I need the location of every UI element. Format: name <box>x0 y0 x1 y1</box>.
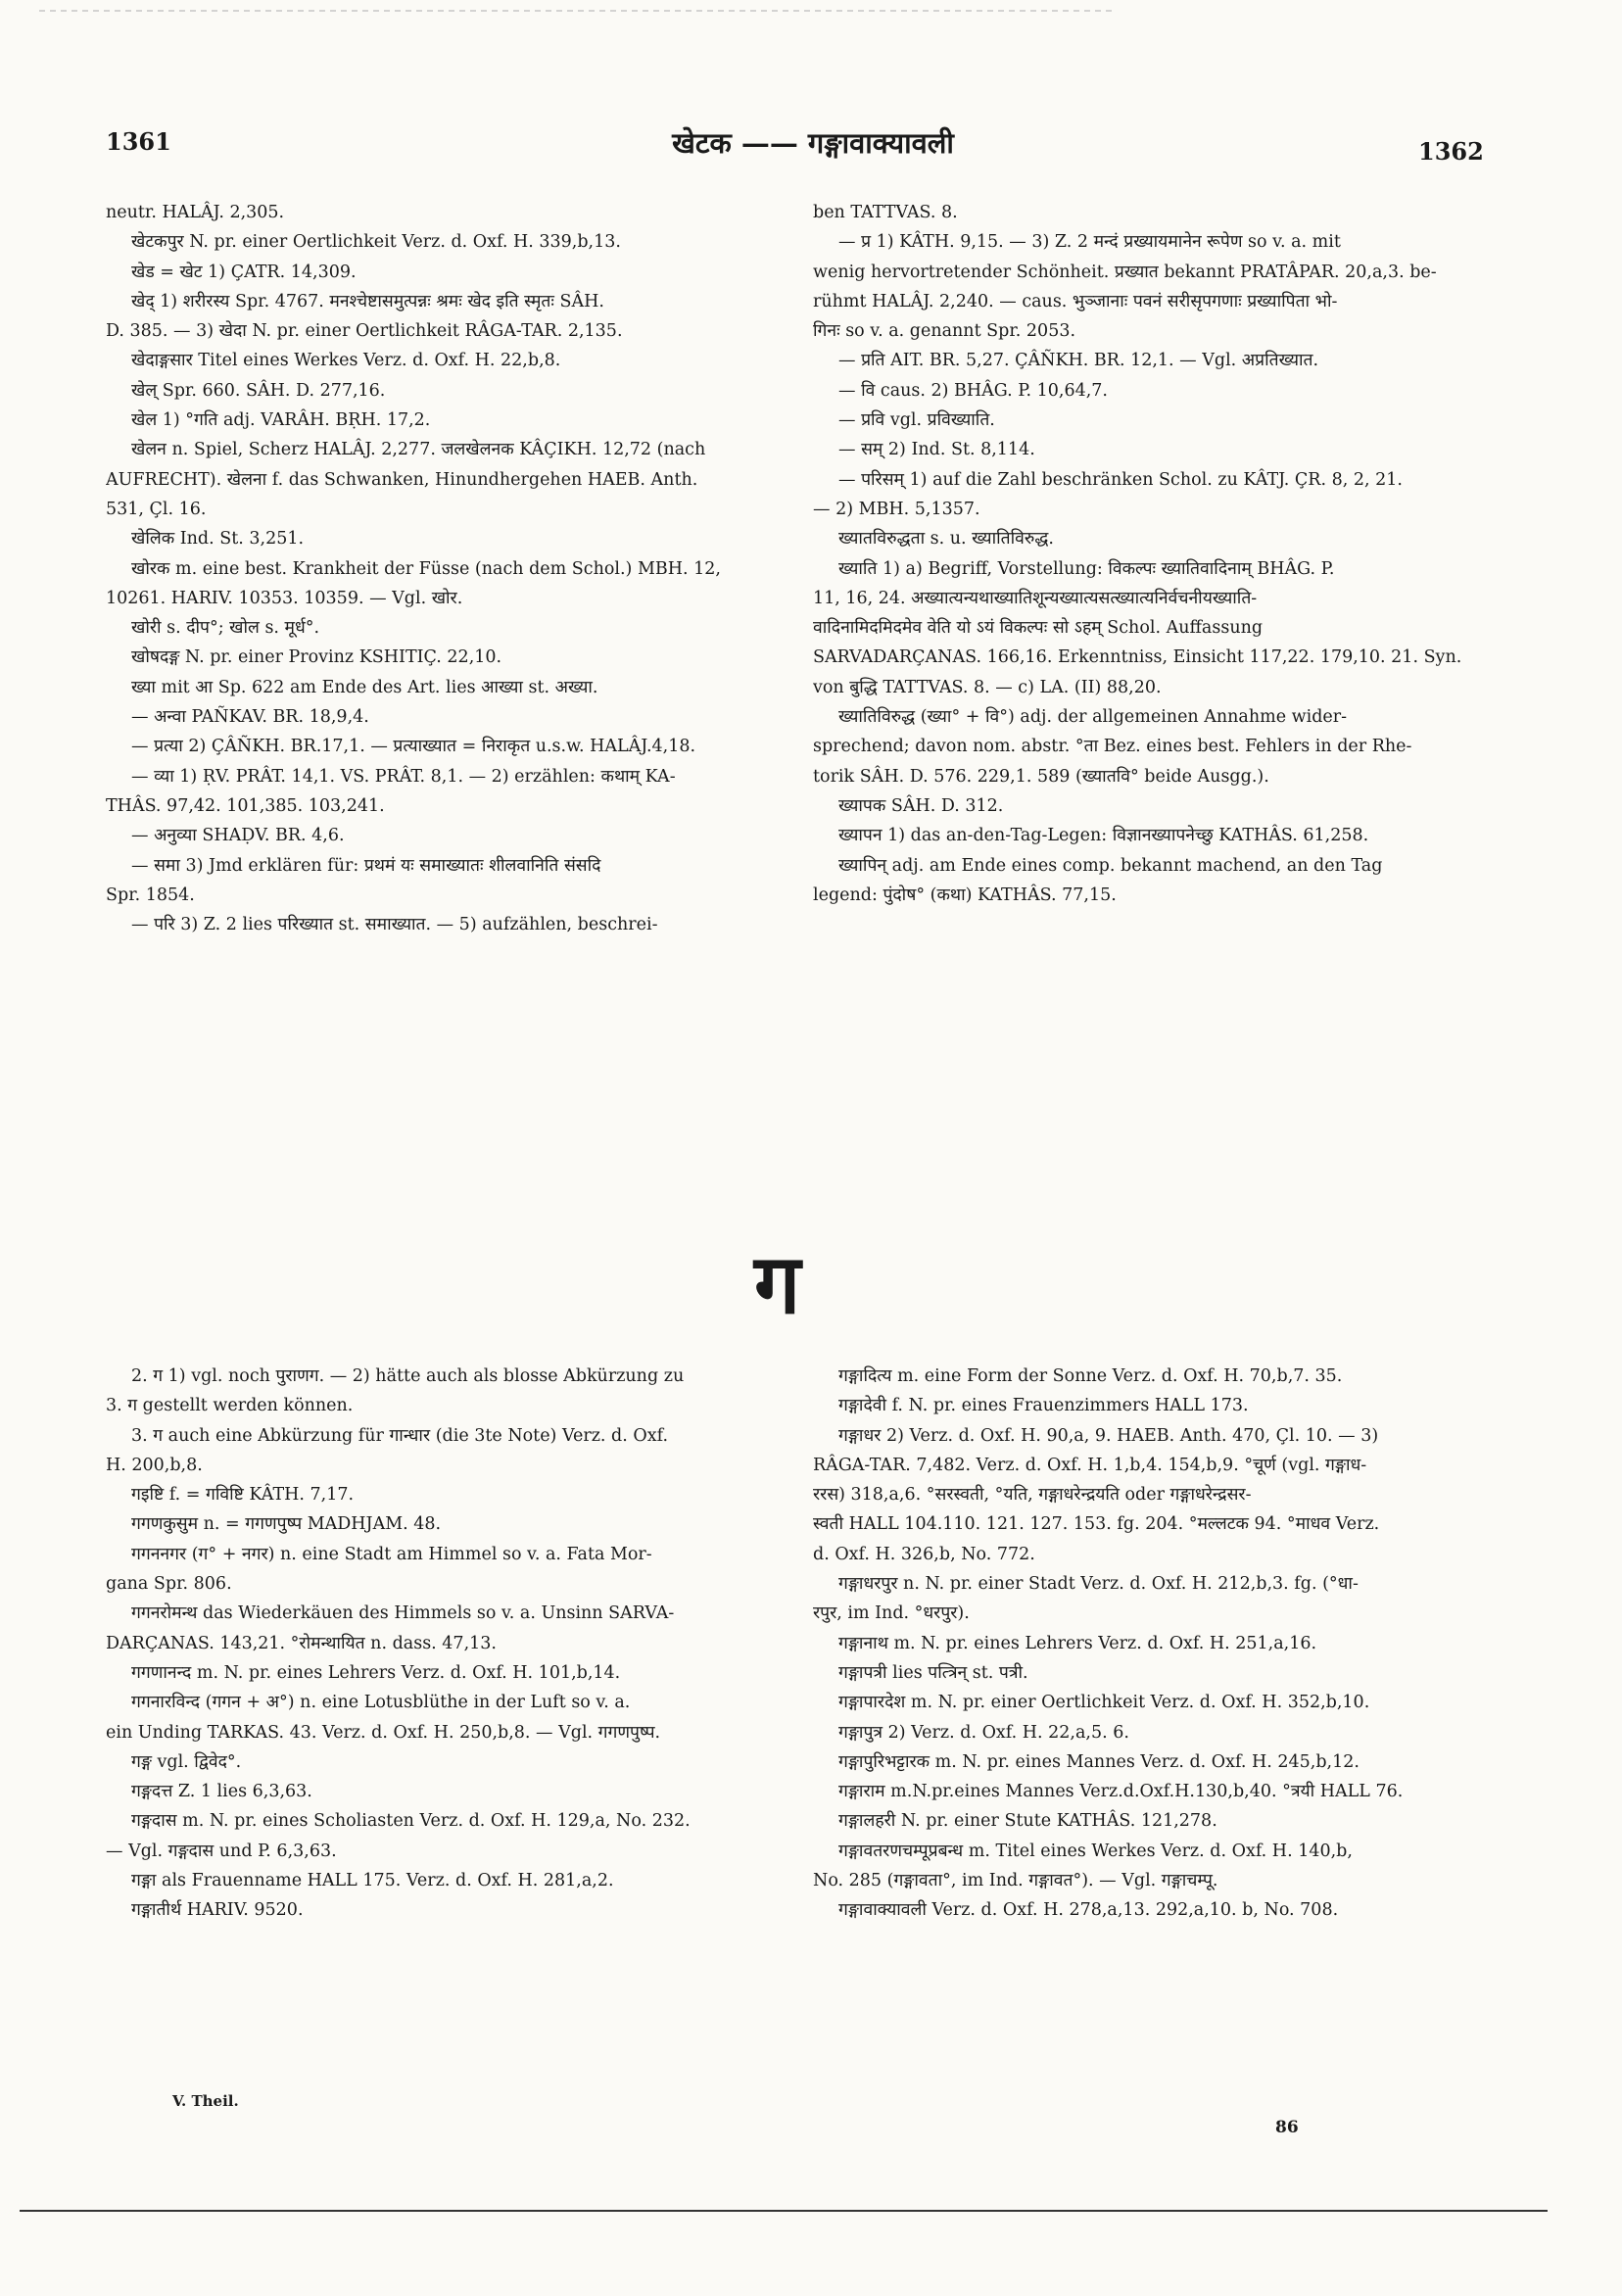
entry-line: गङ्गानाथ m. N. pr. eines Lehrers Verz. d. Oxf. H. 251,a,16. <box>838 1633 1317 1653</box>
entry-line: von बुद्धि TATTVAS. 8. — c) LA. (II) 88,20. <box>813 677 1162 697</box>
entry-line: गगनारविन्द (गगन + अ°) n. eine Lotusblüthe in der Luft so v. a. <box>131 1693 631 1713</box>
entry-line: स्वती HALL 104.110. 121. 127. 153. fg. 204. °मल्लटक 94. °माधव Verz. <box>813 1514 1380 1535</box>
column-top-left <box>106 198 764 939</box>
entry-line: गङ्ग vgl. द्विवेद°. <box>131 1751 242 1772</box>
entry-line: 2. ग 1) vgl. noch पुराणग. — 2) hätte auch als blosse Abkürzung zu <box>131 1366 685 1386</box>
entry-line: खेटकपुर N. pr. einer Oertlichkeit Verz. d. Oxf. H. 339,b,13. <box>131 232 621 253</box>
entry-line: गङ्गापारदेश m. N. pr. einer Oertlichkeit Verz. d. Oxf. H. 352,b,10. <box>838 1693 1370 1713</box>
entry-line: ein Unding TARKAS. 43. Verz. d. Oxf. H. 250,b,8. — Vgl. गगणपुष्प. <box>106 1722 661 1743</box>
entry-line: गङ्गावाक्यावली Verz. d. Oxf. H. 278,a,13. 292,a,10. b, No. 708. <box>838 1900 1339 1921</box>
entry-line: खेलन n. Spiel, Scherz HALÂJ. 2,277. जलखेलनक KÂÇIKH. 12,72 (nach <box>131 440 706 460</box>
page-number-left: 1361 <box>106 127 171 156</box>
entry-line: — परिसम् 1) auf die Zahl beschränken Schol. zu KÂTJ. ÇR. 8, 2, 21. <box>838 469 1403 490</box>
entry-line: — सम् 2) Ind. St. 8,114. <box>838 440 1035 460</box>
sheet-number: 86 <box>1275 2118 1299 2137</box>
entry-line: — अन्वा PAÑKAV. BR. 18,9,4. <box>131 707 369 728</box>
entry-line: गङ्गाधरपुर n. N. pr. einer Stadt Verz. d. Oxf. H. 212,b,3. fg. (°धा- <box>838 1574 1359 1595</box>
entry-line: — वि caus. 2) BHÂG. P. 10,64,7. <box>838 380 1108 401</box>
page-number-right: 1362 <box>1418 137 1484 166</box>
entry-line: RÂGA-TAR. 7,482. Verz. d. Oxf. H. 1,b,4. 154,b,9. °चूर्ण (vgl. गङ्गाध- <box>813 1455 1367 1475</box>
entry-line: ख्यापिन् adj. am Ende eines comp. bekannt machend, an den Tag <box>838 855 1383 876</box>
entry-line: गगणकुसुम n. = गगणपुष्प MADHJAM. 48. <box>131 1514 442 1535</box>
entry-line: H. 200,b,8. <box>106 1455 203 1475</box>
entry-line: खोरी s. दीप°; खोल s. मूर्ध°. <box>131 618 320 639</box>
entry-line: — अनुव्या SHAḌV. BR. 4,6. <box>131 826 345 846</box>
entry-line: — प्रत्या 2) ÇÂÑKH. BR.17,1. — प्रत्याख्यात = निराकृत u.s.w. HALÂJ.4,18. <box>131 737 696 757</box>
entry-line: — प्र 1) KÂTH. 9,15. — 3) Z. 2 मन्दं प्रख्यायमानेन रूपेण so v. a. mit <box>838 232 1341 253</box>
entry-line: गङ्गापुरिभट्टारक m. N. pr. eines Mannes Verz. d. Oxf. H. 245,b,12. <box>838 1751 1360 1772</box>
signature-mark: V. Theil. <box>172 2092 239 2110</box>
entry-line: D. 385. — 3) खेदा N. pr. einer Oertlichkeit RÂGA-TAR. 2,135. <box>106 321 623 342</box>
entry-line: गगणानन्द m. N. pr. eines Lehrers Verz. d. Oxf. H. 101,b,14. <box>131 1662 621 1683</box>
entry-line: खेदाङ्गसार Titel eines Werkes Verz. d. Oxf. H. 22,b,8. <box>131 351 561 371</box>
entry-line: गङ्गाधर 2) Verz. d. Oxf. H. 90,a, 9. HAEB. Anth. 470, Çl. 10. — 3) <box>838 1425 1379 1446</box>
entry-line: neutr. HALÂJ. 2,305. <box>106 203 285 222</box>
entry-line: ben TATTVAS. 8. <box>813 203 958 222</box>
entry-line: गङ्गाराम m.N.pr.eines Mannes Verz.d.Oxf.H.130,b,40. °त्रयी HALL 76. <box>838 1782 1404 1802</box>
entry-line: rühmt HALÂJ. 2,240. — caus. भुञ्जानाः पवनं सरीसृपगणाः प्रख्यापिता भो- <box>813 291 1338 311</box>
entry-line: खेल 1) °गति adj. VARÂH. BṚH. 17,2. <box>131 410 431 431</box>
entry-line: रपुर, im Ind. °धरपुर). <box>813 1603 970 1624</box>
entry-line: गङ्गावतरणचम्पूप्रबन्ध m. Titel eines Werkes Verz. d. Oxf. H. 140,b, <box>838 1841 1353 1861</box>
running-title: खेटक —— गङ्गावाक्यावली <box>672 126 954 160</box>
entry-line: — प्रति AIT. BR. 5,27. ÇÂÑKH. BR. 12,1. — Vgl. अप्रतिख्यात. <box>838 351 1319 371</box>
entry-line: गङ्गदत्त Z. 1 lies 6,3,63. <box>131 1782 312 1802</box>
entry-line: SARVADARÇANAS. 166,16. Erkenntniss, Einsicht 117,22. 179,10. 21. Syn. <box>813 647 1462 668</box>
entry-line: खोरक m. eine best. Krankheit der Füsse (nach dem Schol.) MBH. 12, <box>131 558 721 579</box>
entry-line: ख्यापक SÂH. D. 312. <box>838 795 1004 816</box>
entry-line: THÂS. 97,42. 101,385. 103,241. <box>106 795 385 816</box>
entry-line: 3. ग gestellt werden können. <box>106 1396 354 1416</box>
column-bottom-right <box>813 1362 1469 1926</box>
entry-line: गङ्गादित्य m. eine Form der Sonne Verz. d. Oxf. H. 70,b,7. 35. <box>838 1366 1343 1386</box>
entry-line: गङ्गापत्री lies पत्त्रिन् st. पत्री. <box>838 1662 1028 1683</box>
column-bottom-left <box>106 1362 764 1926</box>
entry-line: legend: पुंदोष° (कथा) KATHÂS. 77,15. <box>813 885 1117 905</box>
entry-line: DARÇANAS. 143,21. °रोमन्थायित n. dass. 47,13. <box>106 1633 497 1653</box>
entry-line: गिनः so v. a. genannt Spr. 2053. <box>813 321 1076 342</box>
entry-line: gana Spr. 806. <box>106 1574 232 1595</box>
entry-line: — प्रवि vgl. प्रविख्याति. <box>838 410 995 431</box>
entry-line: ख्यातिविरुद्ध (ख्या° + वि°) adj. der allgemeinen Annahme wider- <box>838 707 1348 728</box>
entry-line: गङ्गालहरी N. pr. einer Stute KATHÂS. 121,278. <box>838 1811 1217 1832</box>
entry-line: खेल् Spr. 660. SÂH. D. 277,16. <box>131 380 386 401</box>
entry-line: 10261. HARIV. 10353. 10359. — Vgl. खोर. <box>106 588 463 608</box>
entry-line: — 2) MBH. 5,1357. <box>813 499 980 519</box>
entry-line: Spr. 1854. <box>106 885 195 905</box>
entry-line: गगनरोमन्थ das Wiederkäuen des Himmels so v. a. Unsinn SARVA- <box>131 1603 675 1624</box>
top-scan-line <box>39 10 1117 12</box>
entry-line: गङ्गातीर्थ HARIV. 9520. <box>131 1900 304 1921</box>
entry-line: — व्या 1) ṚV. PRÂT. 14,1. VS. PRÂT. 8,1. — 2) erzählen: कथाम् KA- <box>131 766 676 787</box>
entry-line: — परि 3) Z. 2 lies परिख्यात st. समाख्यात. — 5) aufzählen, beschrei- <box>131 915 658 935</box>
entry-line: ख्यापन 1) das an-den-Tag-Legen: विज्ञानख्यापनेच्छु KATHÂS. 61,258. <box>838 826 1369 846</box>
bottom-rule <box>20 2210 1548 2212</box>
entry-line: No. 285 (गङ्गावता°, im Ind. गङ्गावत°). — Vgl. गङ्गाचम्पू. <box>813 1871 1218 1891</box>
entry-line: गङ्गापुत्र 2) Verz. d. Oxf. H. 22,a,5. 6. <box>838 1722 1129 1743</box>
entry-line: — समा 3) Jmd erklären für: प्रथमं यः समाख्यातः शीलवानिति संसदि <box>131 855 601 876</box>
entry-line: गइष्टि f. = गविष्टि KÂTH. 7,17. <box>131 1485 355 1506</box>
entry-line: 11, 16, 24. अख्यात्यन्यथाख्यातिशून्यख्यात्यसत्ख्यात्यनिर्वचनीयख्याति- <box>813 588 1258 608</box>
entry-line: खेलिक Ind. St. 3,251. <box>131 529 305 550</box>
entry-line: ख्या mit आ Sp. 622 am Ende des Art. lies आख्या st. अख्या. <box>131 677 598 697</box>
entry-line: गङ्गादेवी f. N. pr. eines Frauenzimmers HALL 173. <box>838 1396 1249 1416</box>
entry-line: गङ्गा als Frauenname HALL 175. Verz. d. Oxf. H. 281,a,2. <box>131 1871 614 1891</box>
entry-line: 531, Çl. 16. <box>106 499 207 519</box>
entry-line: torik SÂH. D. 576. 229,1. 589 (ख्यातवि° beide Ausgg.). <box>813 766 1269 787</box>
entry-line: d. Oxf. H. 326,b, No. 772. <box>813 1544 1035 1564</box>
entry-line: खोषदङ्ग N. pr. einer Provinz KSHITIÇ. 22,10. <box>131 647 502 668</box>
entry-line: AUFRECHT). खेलना f. das Schwanken, Hinundhergehen HAEB. Anth. <box>106 469 698 490</box>
section-letter: ग <box>754 1235 801 1332</box>
entry-line: गङ्गदास m. N. pr. eines Scholiasten Verz. d. Oxf. H. 129,a, No. 232. <box>131 1811 691 1832</box>
entry-line: sprechend; davon nom. abstr. °ता Bez. eines best. Fehlers in der Rhe- <box>813 737 1412 757</box>
entry-line: खेद् 1) शरीरस्य Spr. 4767. मनश्चेष्टासमुत्पन्नः श्रमः खेद इति स्मृतः SÂH. <box>131 291 604 311</box>
entry-line: वादिनामिदमिदमेव वेति यो ऽयं विकल्पः सो ऽहम् Schol. Auffassung <box>813 618 1264 639</box>
entry-line: ख्यातविरुद्धता s. u. ख्यातिविरुद्ध. <box>838 529 1054 550</box>
entry-line: ररस) 318,a,6. °सरस्वती, °यति, गङ्गाधरेन्द्रयति oder गङ्गाधरेन्द्रसर- <box>813 1485 1252 1506</box>
column-top-right <box>813 198 1469 910</box>
entry-line: खेड = खेट 1) ÇATR. 14,309. <box>131 262 357 282</box>
entry-line: ख्याति 1) a) Begriff, Vorstellung: विकल्पः ख्यातिवादिनाम् BHÂG. P. <box>838 558 1335 579</box>
entry-line: — Vgl. गङ्गदास und P. 6,3,63. <box>106 1841 337 1861</box>
entry-line: गगननगर (ग° + नगर) n. eine Stadt am Himmel so v. a. Fata Mor- <box>131 1544 652 1564</box>
entry-line: wenig hervortretender Schönheit. प्रख्यात bekannt PRATÂPAR. 20,a,3. be- <box>813 262 1437 282</box>
entry-line: 3. ग auch eine Abkürzung für गान्धार (die 3te Note) Verz. d. Oxf. <box>131 1425 669 1446</box>
